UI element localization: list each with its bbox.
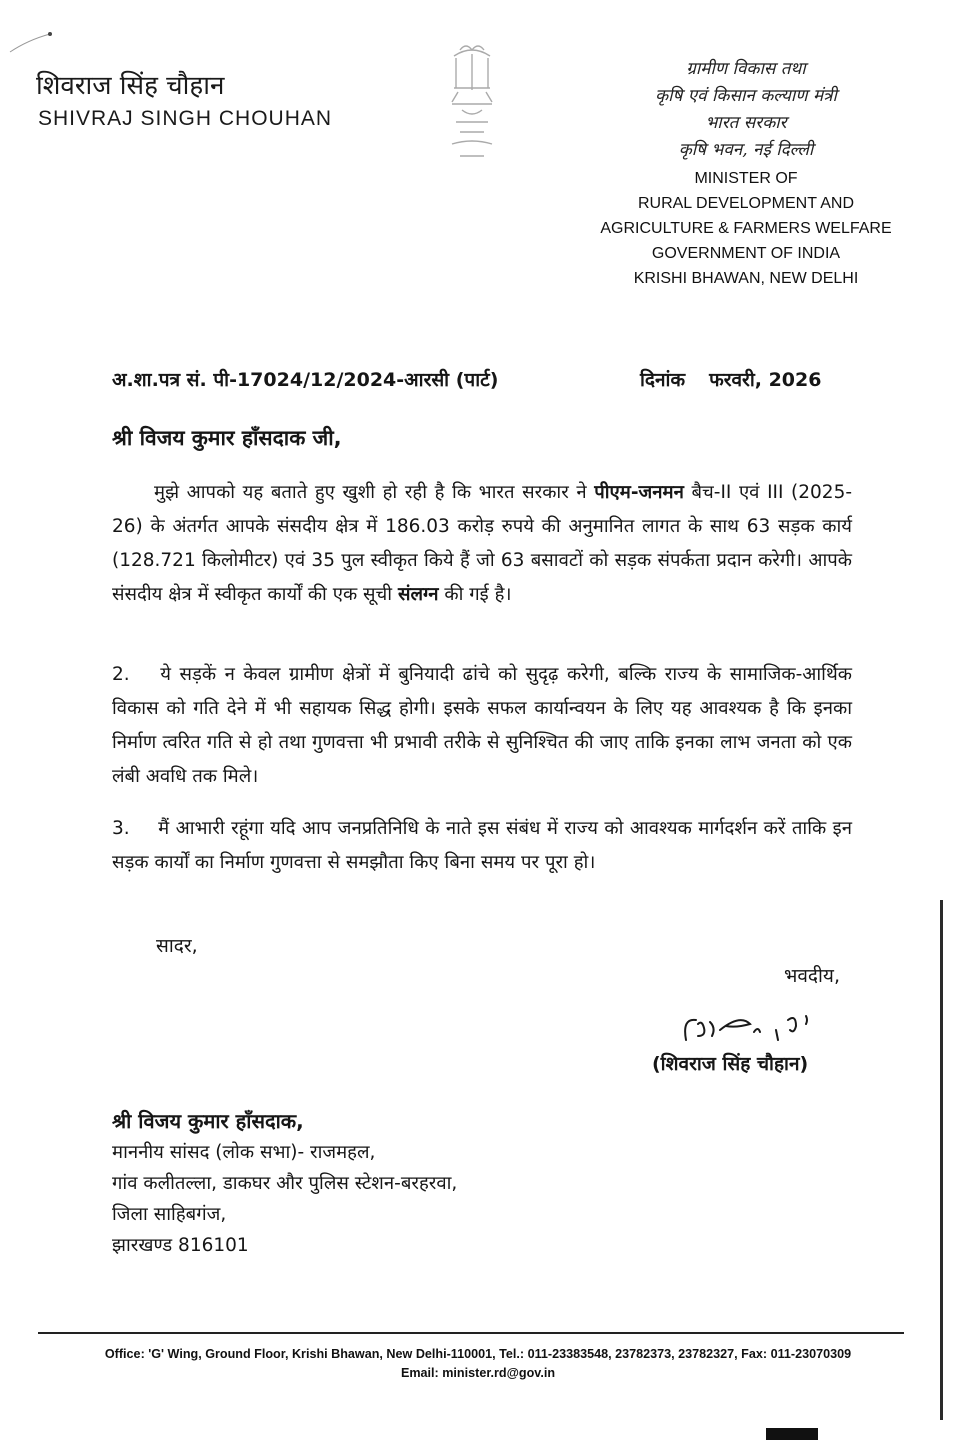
paragraph-1 [112,476,852,612]
designation-en-line: AGRICULTURE & FARMERS WELFARE [600,220,892,237]
designation-en-line: RURAL DEVELOPMENT AND [637,195,855,212]
para1-text: मुझे आपको यह बताते हुए खुशी हो रही है कि भारत सरकार ने [154,482,595,503]
addressee-line: गांव कलीतल्ला, डाकघर और पुलिस स्टेशन-बरहरवा, [112,1173,458,1194]
designation-en-line: KRISHI BHAWAN, NEW DELHI [633,270,859,287]
scan-corner-mark [766,1428,818,1440]
para1-text: की गई है। [438,584,512,605]
designation-en-line: GOVERNMENT OF INDIA [651,245,841,262]
addressee-block [112,1106,457,1261]
designation-hi-line: कृषि एवं किसान कल्याण मंत्री [655,86,837,106]
para3-text: मैं आभारी रहूंगा यदि आप जनप्रतिनिधि के नाते इस संबंध में राज्य को आवश्यक मार्गदर्शन करें ताकि इन सड़क कार्यों का निर्माण गुणवत्ता से समझौता किए बिना समय पर पूरा हो। [112,818,852,873]
footer [38,1345,918,1383]
addressee-name: श्री विजय कुमार हाँसदाक, [112,1109,304,1133]
paragraph-3 [112,812,852,880]
closing-bhavdiya: भवदीय, [784,965,840,987]
designation-english [586,166,906,291]
footer-divider [38,1332,904,1334]
national-emblem-icon [432,40,512,170]
para1-text: बैच-II एवं III (2025-26) के अंतर्गत आपके संसदीय क्षेत्र में 186.03 करोड़ रुपये की अनुमानित लागत के साथ 63 सड़क कार्य (128.721 किलोमीटर) एवं 35 पुल स्वीकृत किये हैं जो 63 बसावटों को सड़क संपर्कता प्रदान करेगी। आपके संसदीय क्षेत्र में स्वीकृत कार्यों की एक सूची [112,482,853,605]
date-label: दिनांक [640,369,686,391]
salutation: श्री विजय कुमार हाँसदाक जी, [112,426,342,450]
letter-date [640,366,821,392]
footer-office: Office: 'G' Wing, Ground Floor, Krishi Bhawan, New Delhi-110001, Tel.: 011-23383548, 23782373, 23782327, Fax: 011-23070309 [104,1347,852,1361]
addressee-line: झारखण्ड 816101 [112,1235,249,1256]
footer-email: Email: minister.rd@gov.in [400,1366,556,1380]
designation-en-line: MINISTER OF [694,170,798,187]
designation-hindi [586,56,906,164]
scan-edge-line [940,900,943,1420]
scan-artifact [8,30,53,54]
scheme-name: पीएम-जनमन [594,482,684,503]
para2-number: 2. [112,664,130,685]
designation-hi-line: कृषि भवन, नई दिल्ली [678,140,814,160]
closing-sadar: सादर, [156,935,198,957]
addressee-line: जिला साहिबगंज, [112,1204,227,1225]
para2-text: ये सड़कें न केवल ग्रामीण क्षेत्रों में बुनियादी ढांचे को सुदृढ़ करेगी, बल्कि राज्य के सामाजिक-आर्थिक विकास को गति देने में भी सहायक सिद्ध होगी। इसके सफल कार्यान्वयन के लिए यह आवश्यक है कि इनका निर्माण त्वरित गति से हो तथा गुणवत्ता भी प्रभावी तरीके से सुनिश्चित की जाए ताकि इनका लाभ जनता को एक लंबी अवधि तक मिले। [112,664,853,787]
handwritten-signature [680,1010,830,1050]
addressee-line: माननीय सांसद (लोक सभा)- राजमहल, [112,1142,376,1163]
designation-hi-line: ग्रामीण विकास तथा [686,59,806,79]
sender-name-english: SHIVRAJ SINGH CHOUHAN [38,107,333,130]
date-value: फरवरी, 2026 [709,369,822,391]
reference-number: अ.शा.पत्र सं. पी-17024/12/2024-आरसी (पार्ट) [112,369,499,391]
paragraph-2 [112,658,852,794]
designation-hi-line: भारत सरकार [705,113,787,133]
sender-name-hindi: शिवराज सिंह चौहान [36,71,225,101]
para3-number: 3. [112,818,130,839]
attached-word: संलग्न [397,584,439,605]
signatory-name: (शिवराज सिंह चौहान) [652,1053,809,1075]
